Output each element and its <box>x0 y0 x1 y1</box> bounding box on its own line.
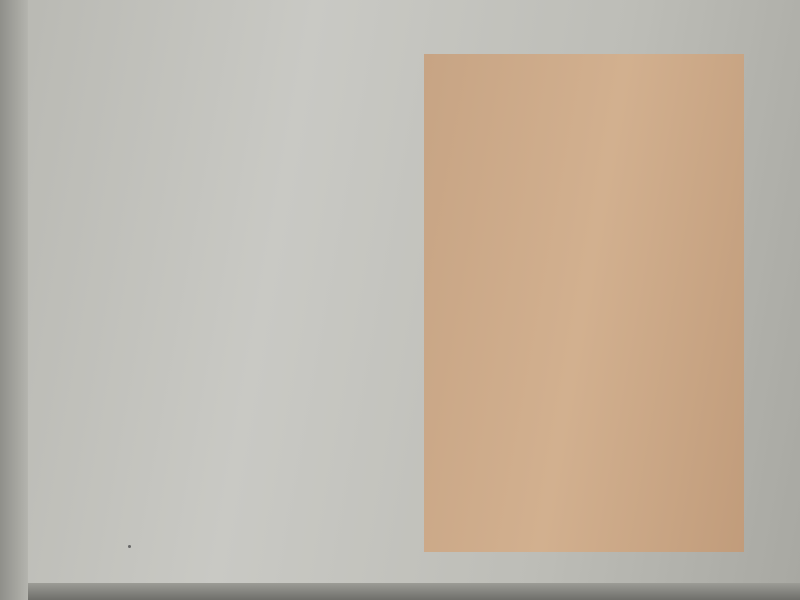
legend-box <box>424 54 744 552</box>
book-spine <box>0 0 28 600</box>
page-dot <box>128 545 131 548</box>
page-bottom-edge <box>28 583 800 600</box>
